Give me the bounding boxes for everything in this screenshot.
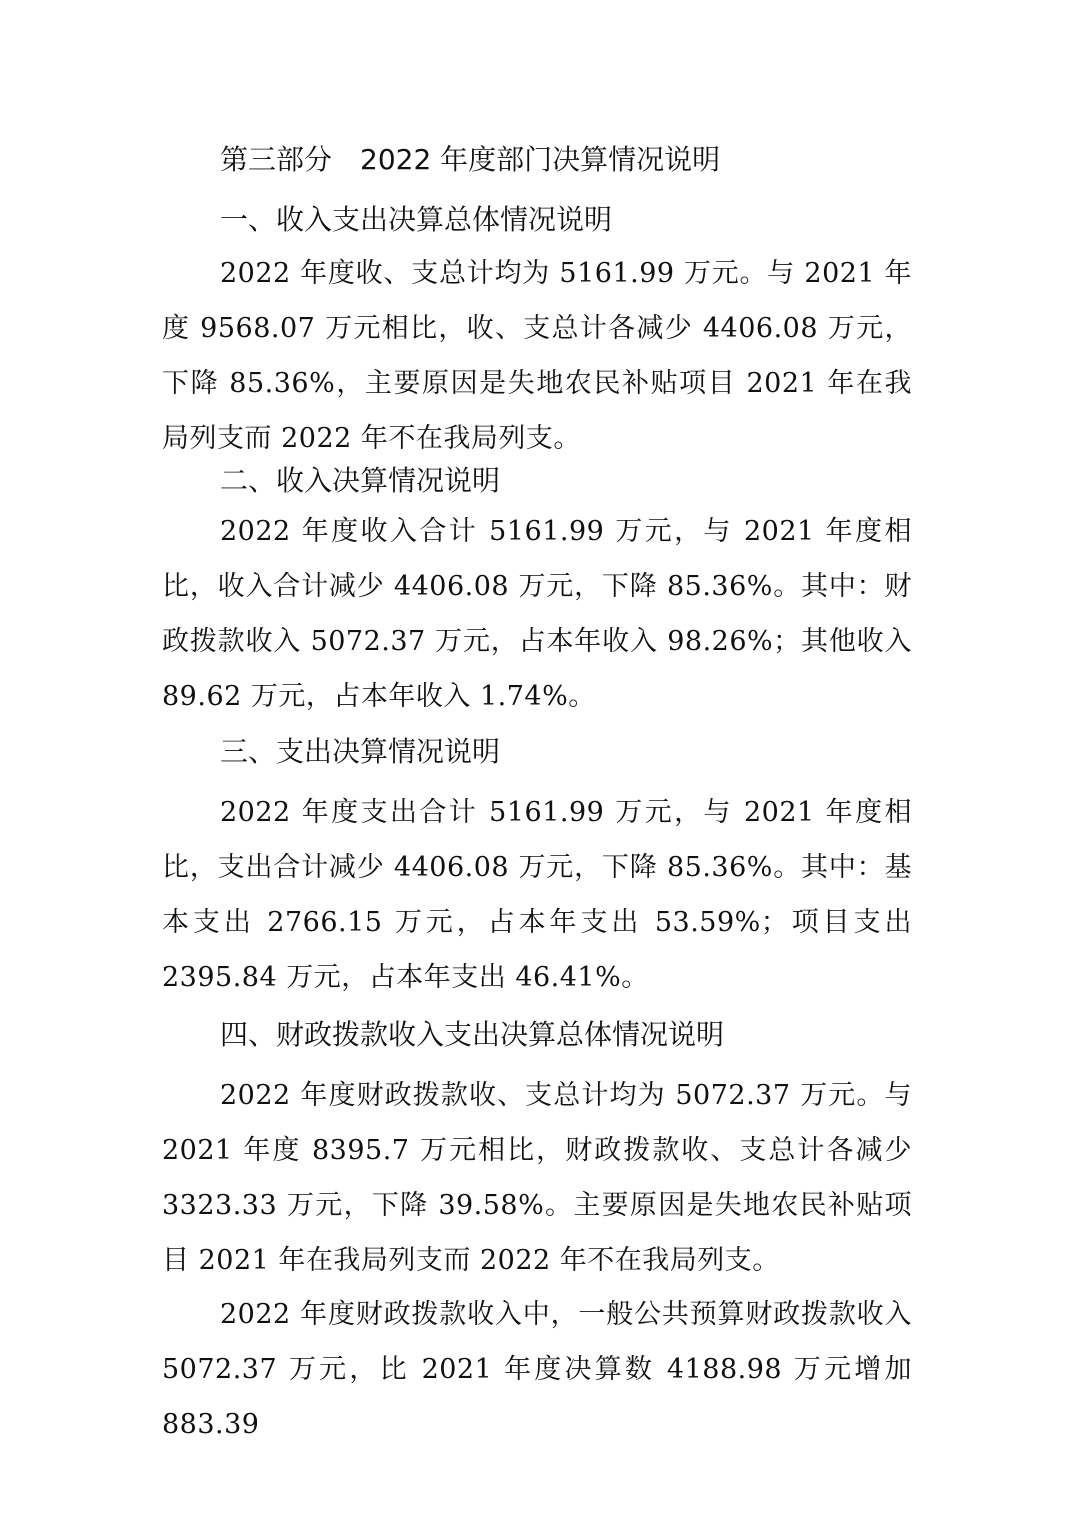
section-4-paragraph-1: 2022 年度财政拨款收、支总计均为 5072.37 万元。与 2021 年度 8395.7 万元相比，财政拨款收、支总计各减少 3323.33 万元，下降 39.58%。主要原因是失地农民补贴项目 2021 年在我局列支而 2022 年不在我局列支。: [162, 1080, 912, 1276]
section-heading-3: 三、支出决算情况说明: [220, 735, 501, 768]
section-3-paragraph-1: 2022 年度支出合计 5161.99 万元，与 2021 年度相比，支出合计减少 4406.08 万元，下降 85.36%。其中：基本支出 2766.15 万元，占本年支出 53.59%；项目支出 2395.84 万元，占本年支出 46.41%。: [162, 797, 912, 993]
section-heading-2: 二、收入决算情况说明: [220, 464, 501, 497]
section-1-paragraph-1: 2022 年度收、支总计均为 5161.99 万元。与 2021 年度 9568.07 万元相比，收、支总计各减少 4406.08 万元，下降 85.36%，主要原因是失地农民补贴项目 2021 年在我局列支而 2022 年不在我局列支。: [162, 258, 912, 454]
section-4-paragraph-2: 2022 年度财政拨款收入中，一般公共预算财政拨款收入 5072.37 万元，比 2021 年度决算数 4188.98 万元增加 883.39: [162, 1299, 912, 1440]
section-heading-4: 四、财政拨款收入支出决算总体情况说明: [220, 1018, 725, 1051]
page-title: 第三部分 2022 年度部门决算情况说明: [220, 143, 721, 176]
section-2-paragraph-1: 2022 年度收入合计 5161.99 万元，与 2021 年度相比，收入合计减少 4406.08 万元，下降 85.36%。其中：财政拨款收入 5072.37 万元，占本年收入 98.26%；其他收入 89.62 万元，占本年收入 1.74%。: [162, 516, 912, 712]
section-heading-1: 一、收入支出决算总体情况说明: [220, 203, 613, 236]
